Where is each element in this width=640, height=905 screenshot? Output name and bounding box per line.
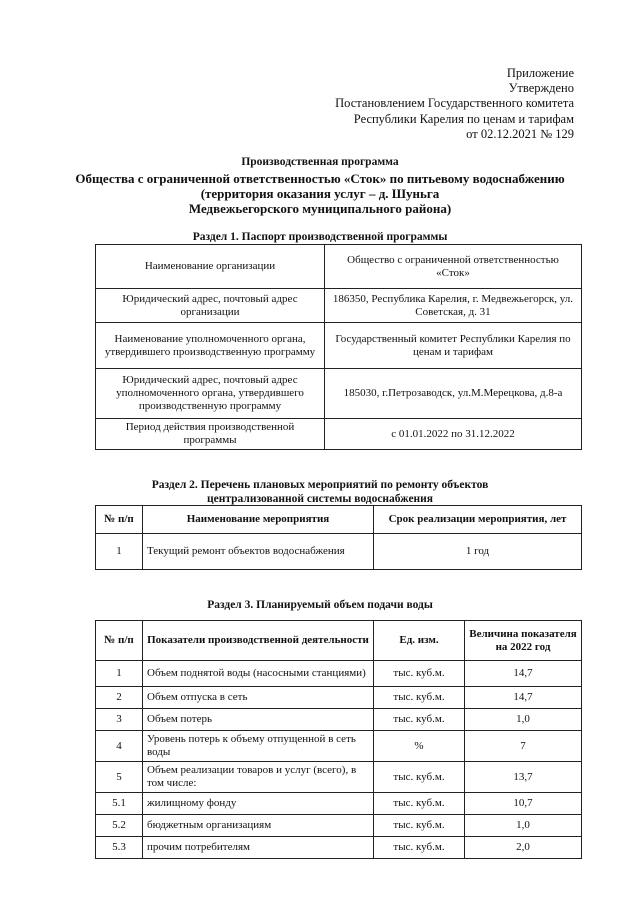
cell-value: 7 [465, 731, 582, 762]
passport-label: Период действия производственной программы [96, 419, 325, 450]
passport-label: Наименование уполномоченного органа, утвердившего производственную программу [96, 323, 325, 369]
cell-unit: тыс. куб.м. [374, 762, 465, 793]
approval-line: Утверждено [508, 81, 574, 96]
passport-table [95, 244, 582, 450]
table-row [96, 762, 582, 793]
cell-unit: тыс. куб.м. [374, 687, 465, 709]
col-header-term: Срок реализации мероприятия, лет [374, 506, 582, 534]
table-row [96, 419, 582, 450]
section1-heading: Раздел 1. Паспорт производственной программы [192, 231, 448, 243]
cell-name: Текущий ремонт объектов водоснабжения [143, 534, 374, 570]
approval-block [335, 66, 574, 142]
cell-name: Объем отпуска в сеть [143, 687, 374, 709]
cell-name: Уровень потерь к объему отпущенной в сеть воды [143, 731, 374, 762]
table-row [96, 837, 582, 859]
cell-name: Объем реализации товаров и услуг (всего), в том числе: [143, 762, 374, 793]
table-row [96, 245, 582, 289]
subtitle-line: Общества с ограниченной ответственностью «Сток» по питьевому водоснабжению [75, 171, 565, 186]
table-row [96, 289, 582, 323]
cell-unit: тыс. куб.м. [374, 815, 465, 837]
section2-heading [0, 478, 640, 506]
cell-num: 5.1 [96, 793, 143, 815]
cell-num: 5 [96, 762, 143, 793]
approval-line: от 02.12.2021 № 129 [466, 126, 574, 141]
program-title: Производственная программа [241, 156, 399, 168]
table-row [96, 534, 582, 570]
subtitle-line: (территория оказания услуг – д. Шуньга [200, 186, 440, 201]
table-row [96, 731, 582, 762]
cell-num: 5.2 [96, 815, 143, 837]
program-subtitle [0, 171, 640, 216]
cell-num: 2 [96, 687, 143, 709]
cell-unit: тыс. куб.м. [374, 793, 465, 815]
col-header-unit: Ед. изм. [374, 621, 465, 661]
passport-value: Государственный комитет Республики Карелия по ценам и тарифам [325, 323, 582, 369]
cell-name: Объем потерь [143, 709, 374, 731]
cell-num: 3 [96, 709, 143, 731]
cell-value: 13,7 [465, 762, 582, 793]
col-header-value: Величина показателя на 2022 год [465, 621, 582, 661]
section2-heading-line: централизованной системы водоснабжения [206, 493, 434, 505]
col-header-num: № п/п [96, 621, 143, 661]
section2-heading-line: Раздел 2. Перечень плановых мероприятий по ремонту объектов [151, 479, 489, 491]
table-row [96, 661, 582, 687]
table-row [96, 709, 582, 731]
col-header-name: Показатели производственной деятельности [143, 621, 374, 661]
cell-unit: тыс. куб.м. [374, 837, 465, 859]
table-header-row [96, 621, 582, 661]
cell-unit: % [374, 731, 465, 762]
cell-num: 4 [96, 731, 143, 762]
cell-unit: тыс. куб.м. [374, 709, 465, 731]
approval-line: Приложение [506, 66, 574, 80]
table-row [96, 369, 582, 419]
passport-label: Юридический адрес, почтовый адрес уполномоченного органа, утвердившего производственную программу [96, 369, 325, 419]
cell-term: 1 год [374, 534, 582, 570]
approval-line: Постановлением Государственного комитета [335, 96, 574, 111]
col-header-name: Наименование мероприятия [143, 506, 374, 534]
table-row [96, 793, 582, 815]
passport-label: Наименование организации [96, 245, 325, 289]
passport-value: Общество с ограниченной ответственностью «Сток» [325, 245, 582, 289]
cell-value: 14,7 [465, 687, 582, 709]
passport-label: Юридический адрес, почтовый адрес организации [96, 289, 325, 323]
passport-value: 185030, г.Петрозаводск, ул.М.Мерецкова, д.8-а [325, 369, 582, 419]
table-row [96, 323, 582, 369]
cell-num: 5.3 [96, 837, 143, 859]
cell-num: 1 [96, 661, 143, 687]
repair-table [95, 505, 582, 570]
cell-unit: тыс. куб.м. [374, 661, 465, 687]
cell-num: 1 [96, 534, 143, 570]
col-header-num: № п/п [96, 506, 143, 534]
cell-value: 14,7 [465, 661, 582, 687]
subtitle-line: Медвежьегорского муниципального района) [188, 201, 452, 216]
cell-value: 1,0 [465, 709, 582, 731]
table-header-row [96, 506, 582, 534]
approval-line: Республики Карелия по ценам и тарифам [353, 111, 574, 126]
cell-name: Объем поднятой воды (насосными станциями) [143, 661, 374, 687]
section3-heading: Раздел 3. Планируемый объем подачи воды [207, 599, 433, 611]
table-row [96, 687, 582, 709]
cell-name: бюджетным организациям [143, 815, 374, 837]
cell-name: жилищному фонду [143, 793, 374, 815]
passport-value: с 01.01.2022 по 31.12.2022 [325, 419, 582, 450]
table-row [96, 815, 582, 837]
volume-table [95, 620, 582, 859]
cell-value: 1,0 [465, 815, 582, 837]
cell-name: прочим потребителям [143, 837, 374, 859]
cell-value: 10,7 [465, 793, 582, 815]
cell-value: 2,0 [465, 837, 582, 859]
passport-value: 186350, Республика Карелия, г. Медвежьегорск, ул. Советская, д. 31 [325, 289, 582, 323]
